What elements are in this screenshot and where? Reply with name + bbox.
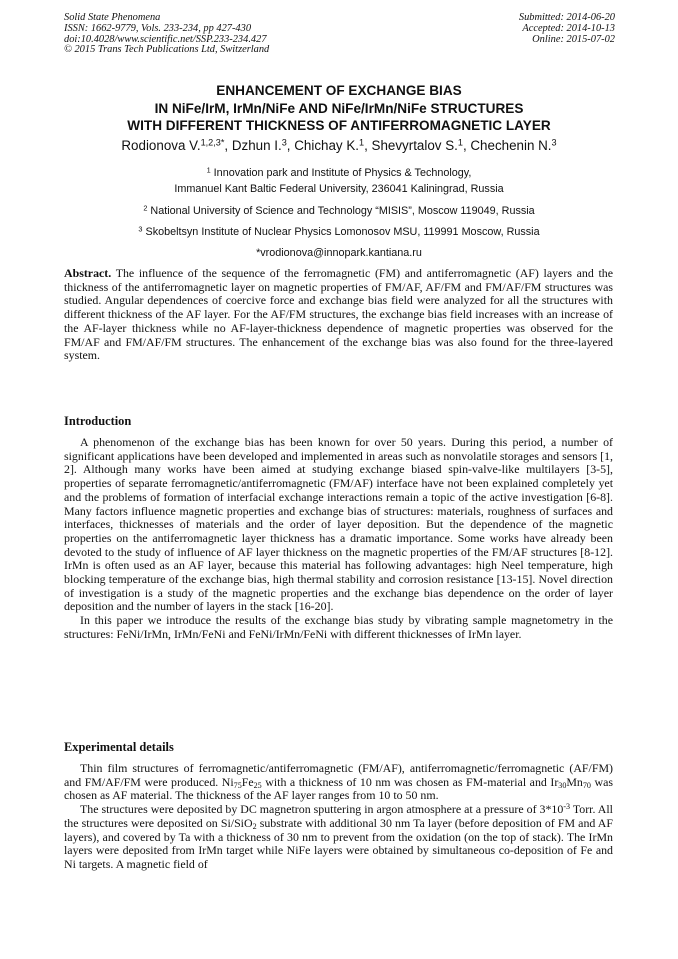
paragraph: In this paper we introduce the results of the exchange bias study by vibrating sample magnetometry in the structures: FeNi/IrMn, IrMn/FeNi and FeNi/IrMn/FeNi with different thicknesses of IrMn layer. [64, 613, 613, 641]
experimental-heading: Experimental details [64, 740, 174, 754]
abstract-text: The influence of the sequence of the ferromagnetic (FM) and antiferromagnetic (AF) layers and the thickness of the antiferromagnetic layer on magnetic properties of FM/AF, AF/FM and FM/AF/FM structures was studied. Angular dependences of coercive force and exchange bias field were analyzed for all the structures with different thickness of the AF layer. For the AF/FM structures, the exchange bias field increases with an increase of the AF-layer thickness while no AF-layer-thickness dependence of magnetic properties was observed for the FM/AF and FM/AF/FM structures. The enhancement of the exchange bias was also found for the three-layered system. [64, 266, 613, 363]
online-date: Online: 2015-07-02 [532, 33, 615, 45]
dates-info [519, 13, 615, 45]
paper-title [40, 82, 638, 135]
journal-name: Solid State Phenomena [64, 12, 161, 23]
paragraph: The structures were deposited by DC magnetron sputtering in argon atmosphere at a pressure of $3*10^{-3}$ Torr. All the structures were deposited on Si/SiO$_2$ substrate with additional 30 nm Ta layer (before deposition of FM and AF layers), and covered by Ta with a thickness of 30 nm to prevent from the oxidation (on the top of stack). The IrMn layers were deposited from IrMn target while NiFe layers were obtained by simultaneous co-deposition of Fe and Ni targets. A magnetic field of [64, 802, 613, 871]
experimental-body [64, 762, 613, 872]
paragraph: Thin film structures of ferromagnetic/antiferromagnetic (FM/AF), antiferromagnetic/ferromagnetic (AF/FM) and FM/AF/FM were produced. $Ni_{75}Fe_{25}$ with a thickness of 10 nm was chosen as FM-material and $Ir_{30}Mn_{70}$ was chosen as AF material. The thickness of the AF layer ranges from 10 to 50 nm. [64, 761, 613, 803]
title-line-3: WITH DIFFERENT THICKNESS OF ANTIFERROMAGNETIC LAYER [127, 118, 551, 133]
issn: ISSN: 1662-9779, Vols. 233-234, pp 427-430 [64, 22, 252, 34]
corresponding-email: *vrodionova@innopark.kantiana.ru [256, 247, 422, 259]
paragraph: A phenomenon of the exchange bias has been known for over 50 years. During this period, a number of significant applications have been developed and implemented in areas such as nonvolatile storages and sensors [1, 2]. Although many works have been aimed at studying exchange biased spin-valve-like multilayers [3-5], properties of separate ferromagnetic/antiferromagnetic (FM/AF) interface have not been explained completely yet and the problems of formation of interfacial exchange interactions remain a topic of the active investigation [6-8]. Many factors influence magnetic properties and exchange bias of structures: materials, roughness of surfaces and interfaces, thicknesses of materials and the order of layer deposition. But the dependence of the magnetic properties on the antiferromagnetic layer thickness has a dramatic importance. Some works have already been devoted to the study of influence of AF layer thickness on the magnetic properties of the FM/AF structures [8-12]. IrMn is often used as an AF layer, because this material has following advantages: high Neel temperature, high blocking temperature of the exchange bias, high thermal stability and corrosion resistance [13-15]. Novel direction of investigation is a study of the magnetic properties and the exchange bias dependence on the order of layer deposition and the number of layers in the stack [16-20]. [64, 435, 613, 614]
author: Rodionova V.$^{1,2,3*}$, [121, 137, 232, 153]
introduction-body [64, 436, 613, 642]
author: Chichay K.$^1$, [294, 137, 372, 153]
copyright: © 2015 Trans Tech Publications Ltd, Switzerland [64, 44, 270, 56]
title-line-2: IN NiFe/IrM, IrMn/NiFe AND NiFe/IrMn/NiFe STRUCTURES [154, 100, 524, 116]
abstract [64, 267, 613, 363]
accepted-date: Accepted: 2014-10-13 [522, 22, 615, 34]
abstract-label: Abstract. [64, 266, 112, 280]
affiliation-2: $^2$ National University of Science and Technology “MISIS”, Moscow 119049, Russia [143, 203, 535, 217]
title-line-1: ENHANCEMENT OF EXCHANGE BIAS [216, 83, 462, 98]
author: Shevyrtalov S.$^1$, [371, 137, 471, 153]
journal-info [64, 13, 269, 56]
introduction-heading: Introduction [64, 414, 132, 428]
author: Chechenin N.$^3$ [470, 137, 557, 153]
affiliation-3: $^3$ Skobeltsyn Institute of Nuclear Physics Lomonosov MSU, 119991 Moscow, Russia [138, 224, 540, 238]
affiliation-1: $^1$ Innovation park and Institute of Physics & Technology, Immanuel Kant Baltic Federal University, 236041 Kaliningrad, Russia [174, 165, 504, 195]
doi: doi:10.4028/www.scientific.net/SSP.233-234.427 [64, 33, 267, 45]
author: Dzhun I.$^3$, [231, 137, 295, 153]
author-list [40, 138, 638, 154]
submitted-date: Submitted: 2014-06-20 [518, 12, 615, 23]
